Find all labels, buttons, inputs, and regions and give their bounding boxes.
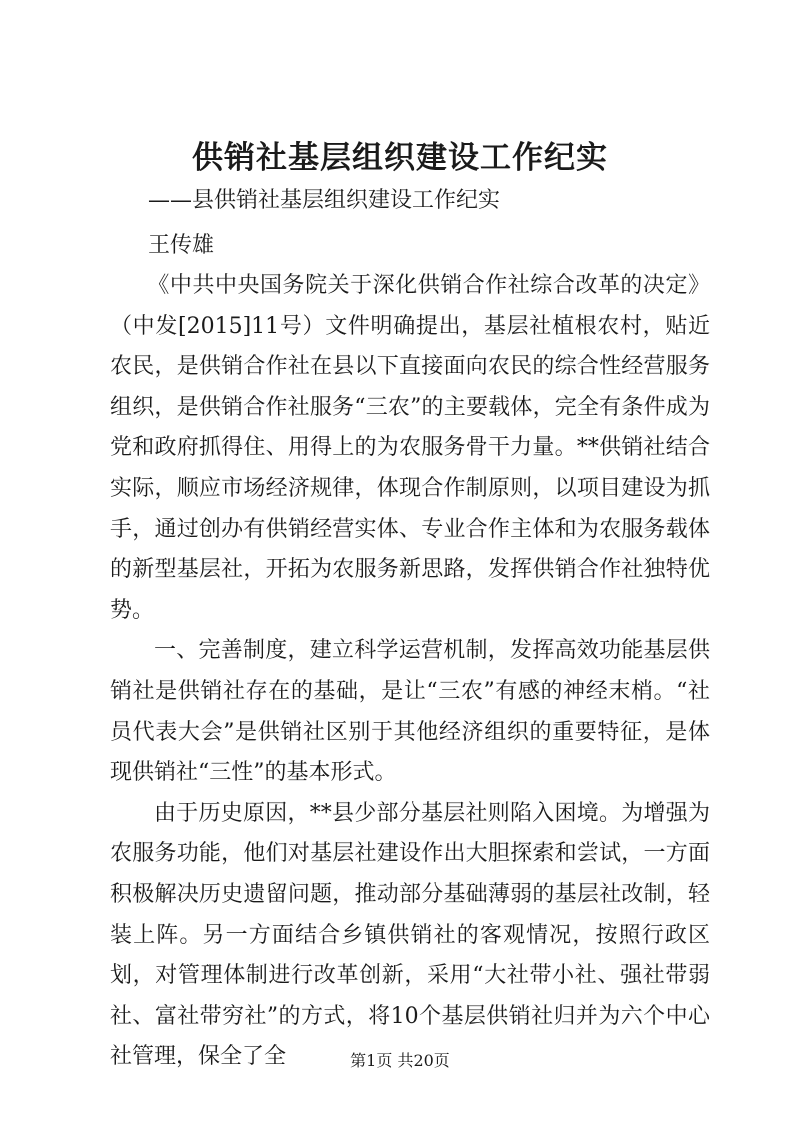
body-paragraph: 由于历史原因，**县少部分基层社则陷入困境。为增强为农服务功能，他们对基层社建设作出大胆探索和尝试，一方面积极解决历史遗留问题，推动部分基础薄弱的基层社改制，轻装上阵。另一方面结合乡镇供销社的客观情况，按照行政区划，对管理体制进行改革创新，采用“大社带小社、强社带弱社、富社带穷社”的方式，将10个基层供销社归并为六个中心社管理，保全了全	[110, 800, 710, 1070]
page-footer: 第1页 共20页	[350, 1051, 450, 1070]
document-subtitle: ——县供销社基层组织建设工作纪实	[148, 188, 501, 213]
body-paragraph: 一、完善制度，建立科学运营机制，发挥高效功能基层供销社是供销社存在的基础，是让“三农”有感的神经末梢。“社员代表大会”是供销社区别于其他经济组织的重要特征，是体现供销社“三性”的基本形式。	[110, 638, 710, 786]
document-body	[110, 266, 710, 1078]
body-paragraph: 《中共中央国务院关于深化供销合作社综合改革的决定》（中发[2015]11号）文件明确提出，基层社植根农村，贴近农民，是供销合作社在县以下直接面向农民的综合性经营服务组织，是供销合作社服务“三农”的主要载体，完全有条件成为党和政府抓得住、用得上的为农服务骨干力量。**供销社结合实际，顺应市场经济规律，体现合作制原则，以项目建设为抓手，通过创办有供销经营实体、专业合作主体和为农服务载体的新型基层社，开拓为农服务新思路，发挥供销合作社独特优势。	[110, 273, 710, 623]
document-title: 供销社基层组织建设工作纪实	[192, 140, 608, 176]
document-author: 王传雄	[148, 233, 215, 258]
